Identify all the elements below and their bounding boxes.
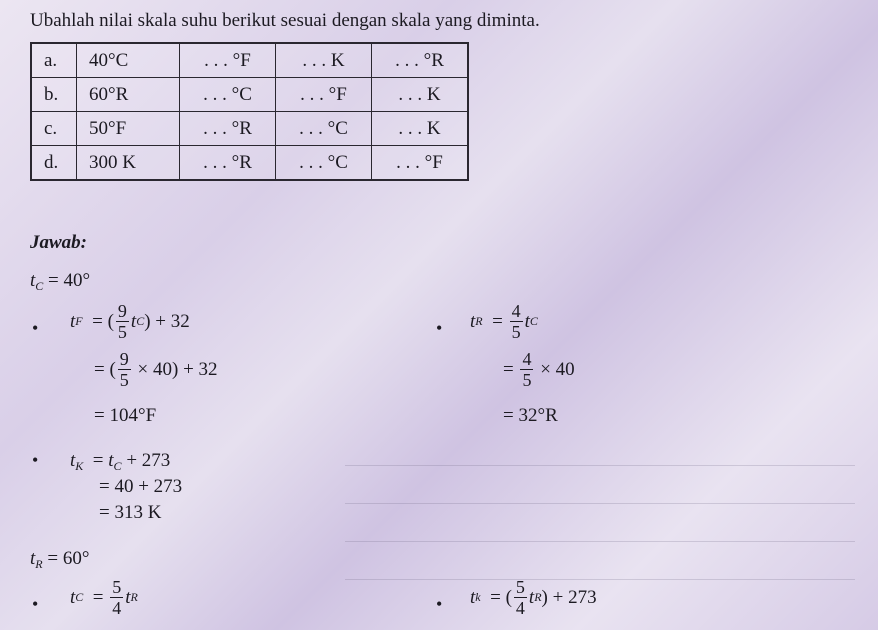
row-label: d. — [31, 146, 77, 181]
blank-cell: . . . °C — [276, 146, 372, 181]
bullet-marker: • — [32, 450, 39, 470]
fraction: $\frac{5}{4}$ — [515, 577, 525, 618]
blank-cell: . . . °C — [276, 112, 372, 146]
formula-tf-1: t F = ( $\frac{9}{5}$ t C ) + 32 — [70, 301, 190, 342]
blank-cell: . . . °F — [372, 146, 469, 181]
table-row — [31, 78, 468, 112]
row-value: 300 K — [77, 146, 180, 181]
conversion-table — [30, 42, 469, 181]
row-label: c. — [31, 112, 77, 146]
row-value: 50°F — [77, 112, 180, 146]
formula-tf-2: = ( $\frac{9}{5}$ × 40) + 32 — [94, 349, 218, 390]
formula-tk-3: = 313 K — [99, 502, 162, 523]
blank-cell: . . . °F — [180, 43, 276, 78]
formula-tk-1: $t_K = t_C + 273$ — [70, 450, 171, 473]
row-value: 60°R — [77, 78, 180, 112]
formula-tf-3: = 104°F — [94, 405, 157, 426]
blank-cell: . . . K — [372, 112, 469, 146]
formula-tk2-1: t k = ( $\frac{5}{4}$ t R ) + 273 — [470, 577, 597, 618]
blank-cell: . . . °C — [180, 78, 276, 112]
fraction: $\frac{4}{5}$ — [511, 301, 521, 342]
formula-tr-3: = 32°R — [503, 405, 558, 426]
table-row — [31, 43, 468, 78]
blank-cell: . . . °R — [180, 112, 276, 146]
bullet-marker: • — [436, 594, 443, 614]
blank-cell: . . . K — [276, 43, 372, 78]
formula-tr-1: t R = $\frac{4}{5}$ t C — [470, 301, 538, 342]
formula-tk-2: = 40 + 273 — [99, 476, 183, 497]
blank-cell: . . . °F — [276, 78, 372, 112]
given-tc: $t_C = 40^\circ$ — [30, 270, 91, 293]
bullet-marker: • — [32, 318, 39, 338]
table-row — [31, 112, 468, 146]
fraction: $\frac{9}{5}$ — [119, 349, 129, 390]
instruction-text: Ubahlah nilai skala suhu berikut sesuai dengan skala yang diminta. — [30, 10, 540, 31]
bullet-marker: • — [436, 318, 443, 338]
given-tr: $t_R = 60^\circ$ — [30, 548, 90, 571]
fraction: $\frac{4}{5}$ — [522, 349, 532, 390]
formula-tc-1: t C = $\frac{5}{4}$ t R — [70, 577, 138, 618]
blank-cell: . . . °R — [372, 43, 469, 78]
formula-tr-2: = $\frac{4}{5}$ × 40 — [503, 349, 575, 390]
row-value: 40°C — [77, 43, 180, 78]
blank-cell: . . . K — [372, 78, 469, 112]
blank-cell: . . . °R — [180, 146, 276, 181]
fraction: $\frac{9}{5}$ — [117, 301, 127, 342]
fraction: $\frac{5}{4}$ — [112, 577, 122, 618]
row-label: b. — [31, 78, 77, 112]
row-label: a. — [31, 43, 77, 78]
table-row — [31, 146, 468, 181]
bullet-marker: • — [32, 594, 39, 614]
answer-heading: Jawab: — [30, 232, 87, 253]
